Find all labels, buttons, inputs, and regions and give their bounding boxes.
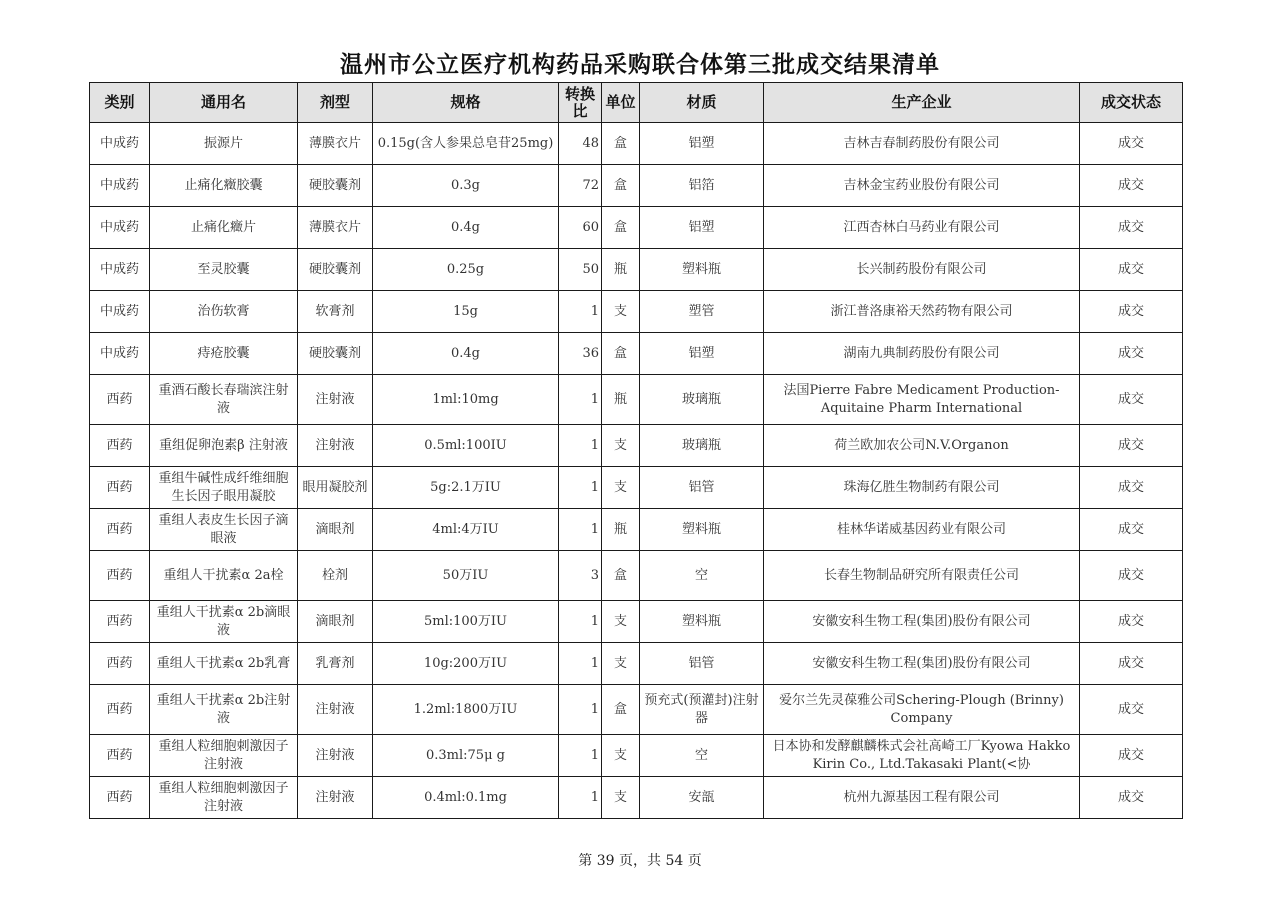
cell-manufacturer: 安徽安科生物工程(集团)股份有限公司	[764, 601, 1080, 643]
cell-conversion-ratio: 60	[559, 207, 602, 249]
header-conversion-ratio: 转换比	[559, 83, 602, 123]
cell-category: 西药	[90, 551, 150, 601]
cell-status: 成交	[1080, 425, 1183, 467]
cell-dosage-form: 乳膏剂	[298, 643, 373, 685]
table-row	[90, 551, 1183, 601]
cell-unit: 支	[602, 777, 640, 819]
table-row	[90, 291, 1183, 333]
page-footer: 第 39 页，共 54 页	[578, 853, 702, 869]
cell-material: 铝塑	[640, 207, 764, 249]
table-row	[90, 685, 1183, 735]
cell-manufacturer: 杭州九源基因工程有限公司	[764, 777, 1080, 819]
cell-dosage-form: 眼用凝胶剂	[298, 467, 373, 509]
cell-dosage-form: 滴眼剂	[298, 601, 373, 643]
cell-manufacturer: 法国Pierre Fabre Medicament Production-Aquitaine Pharm International	[764, 375, 1080, 425]
table-row	[90, 777, 1183, 819]
cell-generic-name: 至灵胶囊	[150, 249, 298, 291]
cell-specification: 50万IU	[373, 551, 559, 601]
cell-specification: 10g:200万IU	[373, 643, 559, 685]
cell-conversion-ratio: 1	[559, 291, 602, 333]
cell-material: 铝塑	[640, 333, 764, 375]
cell-manufacturer: 桂林华诺威基因药业有限公司	[764, 509, 1080, 551]
cell-dosage-form: 硬胶囊剂	[298, 249, 373, 291]
cell-material: 空	[640, 735, 764, 777]
cell-specification: 0.5ml:100IU	[373, 425, 559, 467]
cell-specification: 5g:2.1万IU	[373, 467, 559, 509]
cell-manufacturer: 长春生物制品研究所有限责任公司	[764, 551, 1080, 601]
cell-category: 西药	[90, 375, 150, 425]
cell-unit: 支	[602, 467, 640, 509]
header-manufacturer: 生产企业	[764, 83, 1080, 123]
cell-manufacturer: 吉林金宝药业股份有限公司	[764, 165, 1080, 207]
cell-manufacturer: 安徽安科生物工程(集团)股份有限公司	[764, 643, 1080, 685]
cell-conversion-ratio: 1	[559, 375, 602, 425]
cell-dosage-form: 注射液	[298, 685, 373, 735]
cell-category: 中成药	[90, 123, 150, 165]
cell-specification: 0.4g	[373, 333, 559, 375]
cell-conversion-ratio: 1	[559, 601, 602, 643]
cell-conversion-ratio: 1	[559, 643, 602, 685]
cell-dosage-form: 栓剂	[298, 551, 373, 601]
cell-conversion-ratio: 1	[559, 467, 602, 509]
cell-dosage-form: 软膏剂	[298, 291, 373, 333]
table-row	[90, 467, 1183, 509]
cell-specification: 1.2ml:1800万IU	[373, 685, 559, 735]
cell-material: 铝塑	[640, 123, 764, 165]
table-row	[90, 643, 1183, 685]
cell-dosage-form: 薄膜衣片	[298, 123, 373, 165]
cell-status: 成交	[1080, 467, 1183, 509]
cell-unit: 支	[602, 601, 640, 643]
header-dosage-form: 剂型	[298, 83, 373, 123]
cell-material: 玻璃瓶	[640, 375, 764, 425]
cell-unit: 支	[602, 425, 640, 467]
table-row	[90, 509, 1183, 551]
cell-generic-name: 重组人干扰素α 2b注射液	[150, 685, 298, 735]
cell-material: 铝管	[640, 467, 764, 509]
cell-unit: 盒	[602, 207, 640, 249]
cell-dosage-form: 硬胶囊剂	[298, 333, 373, 375]
cell-manufacturer: 荷兰欧加农公司N.V.Organon	[764, 425, 1080, 467]
cell-specification: 5ml:100万IU	[373, 601, 559, 643]
cell-specification: 0.25g	[373, 249, 559, 291]
cell-category: 西药	[90, 685, 150, 735]
cell-status: 成交	[1080, 509, 1183, 551]
cell-specification: 15g	[373, 291, 559, 333]
table-body	[90, 123, 1183, 819]
cell-conversion-ratio: 1	[559, 735, 602, 777]
cell-unit: 盒	[602, 333, 640, 375]
table-row	[90, 249, 1183, 291]
cell-material: 空	[640, 551, 764, 601]
cell-status: 成交	[1080, 291, 1183, 333]
cell-category: 中成药	[90, 207, 150, 249]
results-table	[89, 82, 1183, 819]
cell-material: 塑料瓶	[640, 249, 764, 291]
cell-status: 成交	[1080, 123, 1183, 165]
cell-unit: 瓶	[602, 249, 640, 291]
header-material: 材质	[640, 83, 764, 123]
cell-dosage-form: 硬胶囊剂	[298, 165, 373, 207]
page-title: 温州市公立医疗机构药品采购联合体第三批成交结果清单	[340, 52, 940, 78]
cell-status: 成交	[1080, 249, 1183, 291]
cell-manufacturer: 爱尔兰先灵葆雅公司Schering-Plough (Brinny) Company	[764, 685, 1080, 735]
cell-category: 西药	[90, 735, 150, 777]
cell-conversion-ratio: 36	[559, 333, 602, 375]
cell-conversion-ratio: 48	[559, 123, 602, 165]
cell-manufacturer: 吉林吉春制药股份有限公司	[764, 123, 1080, 165]
cell-conversion-ratio: 1	[559, 425, 602, 467]
cell-unit: 盒	[602, 551, 640, 601]
cell-generic-name: 止痛化癥胶囊	[150, 165, 298, 207]
cell-status: 成交	[1080, 375, 1183, 425]
cell-category: 西药	[90, 643, 150, 685]
cell-dosage-form: 注射液	[298, 777, 373, 819]
cell-status: 成交	[1080, 735, 1183, 777]
cell-specification: 0.4ml:0.1mg	[373, 777, 559, 819]
cell-status: 成交	[1080, 685, 1183, 735]
cell-unit: 盒	[602, 685, 640, 735]
table-header-row	[90, 83, 1183, 123]
cell-status: 成交	[1080, 333, 1183, 375]
cell-manufacturer: 浙江普洛康裕天然药物有限公司	[764, 291, 1080, 333]
cell-generic-name: 重组人干扰素α 2b乳膏	[150, 643, 298, 685]
cell-category: 中成药	[90, 333, 150, 375]
cell-generic-name: 重组人干扰素α 2b滴眼液	[150, 601, 298, 643]
header-category: 类别	[90, 83, 150, 123]
cell-category: 西药	[90, 601, 150, 643]
cell-unit: 支	[602, 735, 640, 777]
cell-conversion-ratio: 3	[559, 551, 602, 601]
cell-manufacturer: 江西杏林白马药业有限公司	[764, 207, 1080, 249]
cell-generic-name: 振源片	[150, 123, 298, 165]
cell-generic-name: 重组人粒细胞刺激因子注射液	[150, 735, 298, 777]
table-row	[90, 333, 1183, 375]
cell-material: 铝箔	[640, 165, 764, 207]
header-generic-name: 通用名	[150, 83, 298, 123]
cell-specification: 1ml:10mg	[373, 375, 559, 425]
cell-category: 西药	[90, 777, 150, 819]
cell-status: 成交	[1080, 207, 1183, 249]
header-unit: 单位	[602, 83, 640, 123]
cell-status: 成交	[1080, 643, 1183, 685]
table-row	[90, 425, 1183, 467]
cell-generic-name: 重组人表皮生长因子滴眼液	[150, 509, 298, 551]
cell-manufacturer: 珠海亿胜生物制药有限公司	[764, 467, 1080, 509]
cell-generic-name: 痔疮胶囊	[150, 333, 298, 375]
cell-unit: 支	[602, 291, 640, 333]
cell-material: 预充式(预灌封)注射器	[640, 685, 764, 735]
cell-generic-name: 重组牛碱性成纤维细胞生长因子眼用凝胶	[150, 467, 298, 509]
cell-manufacturer: 湖南九典制药股份有限公司	[764, 333, 1080, 375]
cell-category: 中成药	[90, 249, 150, 291]
cell-status: 成交	[1080, 777, 1183, 819]
cell-specification: 0.3ml:75μ g	[373, 735, 559, 777]
cell-material: 安瓿	[640, 777, 764, 819]
table-row	[90, 207, 1183, 249]
cell-dosage-form: 注射液	[298, 375, 373, 425]
cell-conversion-ratio: 1	[559, 509, 602, 551]
table-row	[90, 123, 1183, 165]
cell-unit: 瓶	[602, 375, 640, 425]
cell-dosage-form: 注射液	[298, 425, 373, 467]
cell-material: 塑料瓶	[640, 601, 764, 643]
table-row	[90, 601, 1183, 643]
cell-unit: 盒	[602, 123, 640, 165]
cell-unit: 支	[602, 643, 640, 685]
header-specification: 规格	[373, 83, 559, 123]
cell-status: 成交	[1080, 551, 1183, 601]
cell-dosage-form: 薄膜衣片	[298, 207, 373, 249]
cell-generic-name: 重酒石酸长春瑞滨注射液	[150, 375, 298, 425]
cell-generic-name: 治伤软膏	[150, 291, 298, 333]
cell-conversion-ratio: 72	[559, 165, 602, 207]
cell-generic-name: 止痛化癥片	[150, 207, 298, 249]
cell-unit: 瓶	[602, 509, 640, 551]
cell-generic-name: 重组促卵泡素β 注射液	[150, 425, 298, 467]
cell-category: 西药	[90, 467, 150, 509]
cell-conversion-ratio: 1	[559, 685, 602, 735]
table-row	[90, 165, 1183, 207]
cell-specification: 0.15g(含人参果总皂苷25mg)	[373, 123, 559, 165]
cell-material: 塑料瓶	[640, 509, 764, 551]
cell-specification: 4ml:4万IU	[373, 509, 559, 551]
cell-dosage-form: 滴眼剂	[298, 509, 373, 551]
cell-specification: 0.3g	[373, 165, 559, 207]
cell-specification: 0.4g	[373, 207, 559, 249]
cell-material: 塑管	[640, 291, 764, 333]
cell-generic-name: 重组人干扰素α 2a栓	[150, 551, 298, 601]
cell-status: 成交	[1080, 165, 1183, 207]
cell-category: 西药	[90, 425, 150, 467]
cell-manufacturer: 长兴制药股份有限公司	[764, 249, 1080, 291]
cell-category: 中成药	[90, 291, 150, 333]
cell-generic-name: 重组人粒细胞刺激因子注射液	[150, 777, 298, 819]
table-row	[90, 375, 1183, 425]
cell-category: 中成药	[90, 165, 150, 207]
cell-dosage-form: 注射液	[298, 735, 373, 777]
cell-conversion-ratio: 50	[559, 249, 602, 291]
table-row	[90, 735, 1183, 777]
cell-unit: 盒	[602, 165, 640, 207]
header-status: 成交状态	[1080, 83, 1183, 123]
cell-conversion-ratio: 1	[559, 777, 602, 819]
cell-status: 成交	[1080, 601, 1183, 643]
cell-manufacturer: 日本协和发酵麒麟株式会社高崎工厂Kyowa Hakko Kirin Co., Ltd.Takasaki Plant(<协	[764, 735, 1080, 777]
cell-material: 铝管	[640, 643, 764, 685]
cell-material: 玻璃瓶	[640, 425, 764, 467]
cell-category: 西药	[90, 509, 150, 551]
